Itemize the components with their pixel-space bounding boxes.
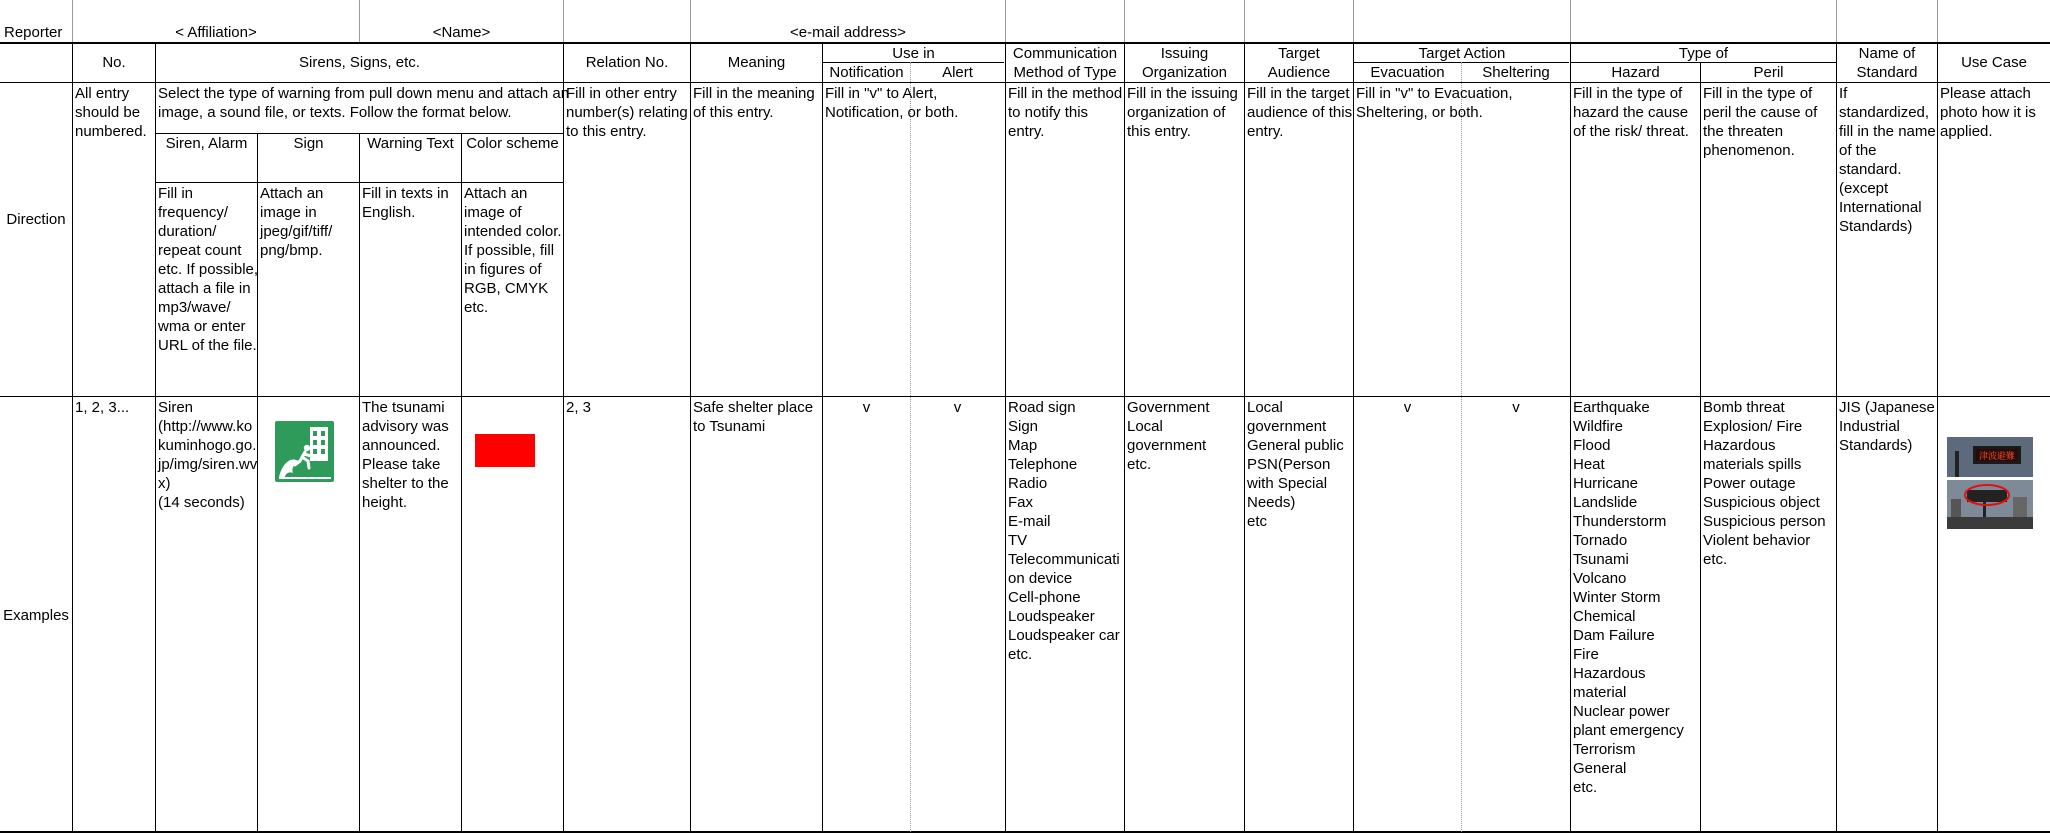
- header-comm-1: Communication: [1012, 45, 1118, 62]
- subheader-sign: Sign: [293, 135, 324, 152]
- header-notification: Notification: [829, 64, 904, 81]
- email-field[interactable]: <e-mail address>: [790, 24, 906, 41]
- subheader-color-scheme: Color scheme: [466, 135, 559, 152]
- use-case-photo[interactable]: [1947, 437, 2033, 529]
- header-comm-2: Method of Type: [1013, 64, 1117, 81]
- header-sirens: Sirens, Signs, etc.: [299, 54, 420, 71]
- row-label-examples: Examples: [3, 607, 69, 624]
- direction-color-desc: Attach an image of intended color. If possible, fill in figures of RGB, CMYK etc.: [464, 185, 562, 316]
- row-label-direction: Direction: [6, 211, 66, 228]
- example-hazard: Earthquake Wildfire Flood Heat Hurricane Landslide Thunderstorm Tornado Tsunami Volcano Winter Storm Chemical Dam Failure Fire Hazardous material Nuclear power plant emergency Terrorism General etc.: [1573, 399, 1684, 796]
- header-evacuation: Evacuation: [1370, 64, 1445, 81]
- example-evacuation-check[interactable]: v: [1403, 399, 1412, 416]
- header-target-1: Target: [1278, 45, 1320, 62]
- direction-relation: Fill in other entry number(s) relating to this entry.: [566, 85, 688, 140]
- direction-siren-desc: Fill in frequency/ duration/ repeat count etc. If possible, attach a file in mp3/wave/ wma or enter URL of the file.: [158, 185, 259, 354]
- example-comm: Road sign Sign Map Telephone Radio Fax E-mail TV Telecommunicati on device Cell-phone Loudspeaker Loudspeaker car etc.: [1008, 399, 1120, 663]
- signboard-photo-icon: [1947, 437, 2033, 529]
- header-standard-1: Name of: [1858, 45, 1916, 62]
- header-type-of: Type of: [1678, 45, 1729, 62]
- affiliation-field[interactable]: < Affiliation>: [175, 24, 257, 41]
- header-use-case: Use Case: [1961, 54, 2027, 71]
- grid-line: [0, 82, 2050, 83]
- tsunami-shelter-sign-icon: [275, 421, 334, 482]
- header-issuing-1: Issuing: [1160, 45, 1209, 62]
- example-standard: JIS (Japanese Industrial Standards): [1839, 399, 1935, 454]
- direction-hazard: Fill in the type of hazard the cause of the risk/ threat.: [1573, 85, 1689, 140]
- example-alert-check[interactable]: v: [953, 399, 962, 416]
- direction-target: Fill in the target audience of this entry.: [1247, 85, 1353, 140]
- header-peril: Peril: [1753, 64, 1784, 81]
- example-peril: Bomb threat Explosion/ Fire Hazardous materials spills Power outage Suspicious object Suspicious person Violent behavior etc.: [1703, 399, 1826, 568]
- subheader-warning-text: Warning Text: [367, 135, 454, 152]
- grid-line: [0, 831, 2050, 833]
- direction-use-in: Fill in "v" to Alert, Notification, or both.: [825, 85, 959, 121]
- direction-no: All entry should be numbered.: [75, 85, 147, 140]
- header-sheltering: Sheltering: [1482, 64, 1550, 81]
- header-standard-2: Standard: [1856, 64, 1918, 81]
- example-siren: Siren (http://www.ko kuminhogo.go. jp/img/siren.wv x) (14 seconds): [158, 399, 258, 511]
- grid-line: [0, 396, 2050, 397]
- direction-target-action: Fill in "v" to Evacuation, Sheltering, or both.: [1356, 85, 1513, 121]
- direction-issuing: Fill in the issuing organization of this entry.: [1127, 85, 1238, 140]
- direction-warning-desc: Fill in texts in English.: [362, 185, 449, 221]
- direction-peril: Fill in the type of peril the cause of the threaten phenomenon.: [1703, 85, 1818, 159]
- example-meaning: Safe shelter place to Tsunami: [693, 399, 814, 435]
- example-issuing: Government Local government etc.: [1127, 399, 1210, 473]
- direction-sirens: Select the type of warning from pull down menu and attach an image, a sound file, or texts. Follow the format below.: [158, 85, 570, 121]
- example-notification-check[interactable]: v: [862, 399, 871, 416]
- direction-use-case: Please attach photo how it is applied.: [1940, 85, 2036, 140]
- example-sheltering-check[interactable]: v: [1512, 399, 1520, 416]
- tsunami-shelter-sign-image[interactable]: [275, 421, 334, 482]
- header-no: No.: [102, 54, 126, 71]
- example-target: Local government General public PSN(Person with Special Needs) etc: [1247, 399, 1344, 530]
- subheader-siren: Siren, Alarm: [165, 135, 248, 152]
- photo-screen-text: 津波避難: [1978, 452, 2016, 462]
- direction-comm: Fill in the method to notify this entry.: [1008, 85, 1123, 140]
- example-warning-text: The tsunami advisory was announced. Please take shelter to the height.: [362, 399, 449, 511]
- direction-standard: If standardized, fill in the name of the standard. (except International Standards): [1839, 85, 1936, 235]
- direction-sign-desc: Attach an image in jpeg/gif/tiff/ png/bmp.: [260, 185, 333, 259]
- direction-meaning: Fill in the meaning of this entry.: [693, 85, 815, 121]
- color-swatch: [475, 434, 535, 467]
- header-relation: Relation No.: [585, 54, 669, 71]
- header-issuing-2: Organization: [1141, 64, 1228, 81]
- name-field[interactable]: <Name>: [432, 24, 491, 41]
- header-hazard: Hazard: [1611, 64, 1660, 81]
- example-no: 1, 2, 3...: [75, 399, 130, 416]
- header-target-2: Audience: [1267, 64, 1331, 81]
- header-meaning: Meaning: [727, 54, 786, 71]
- header-use-in: Use in: [892, 45, 935, 62]
- header-alert: Alert: [942, 64, 973, 81]
- example-relation: 2, 3: [566, 399, 592, 416]
- header-target-action: Target Action: [1418, 45, 1506, 62]
- reporter-label: Reporter: [4, 24, 63, 41]
